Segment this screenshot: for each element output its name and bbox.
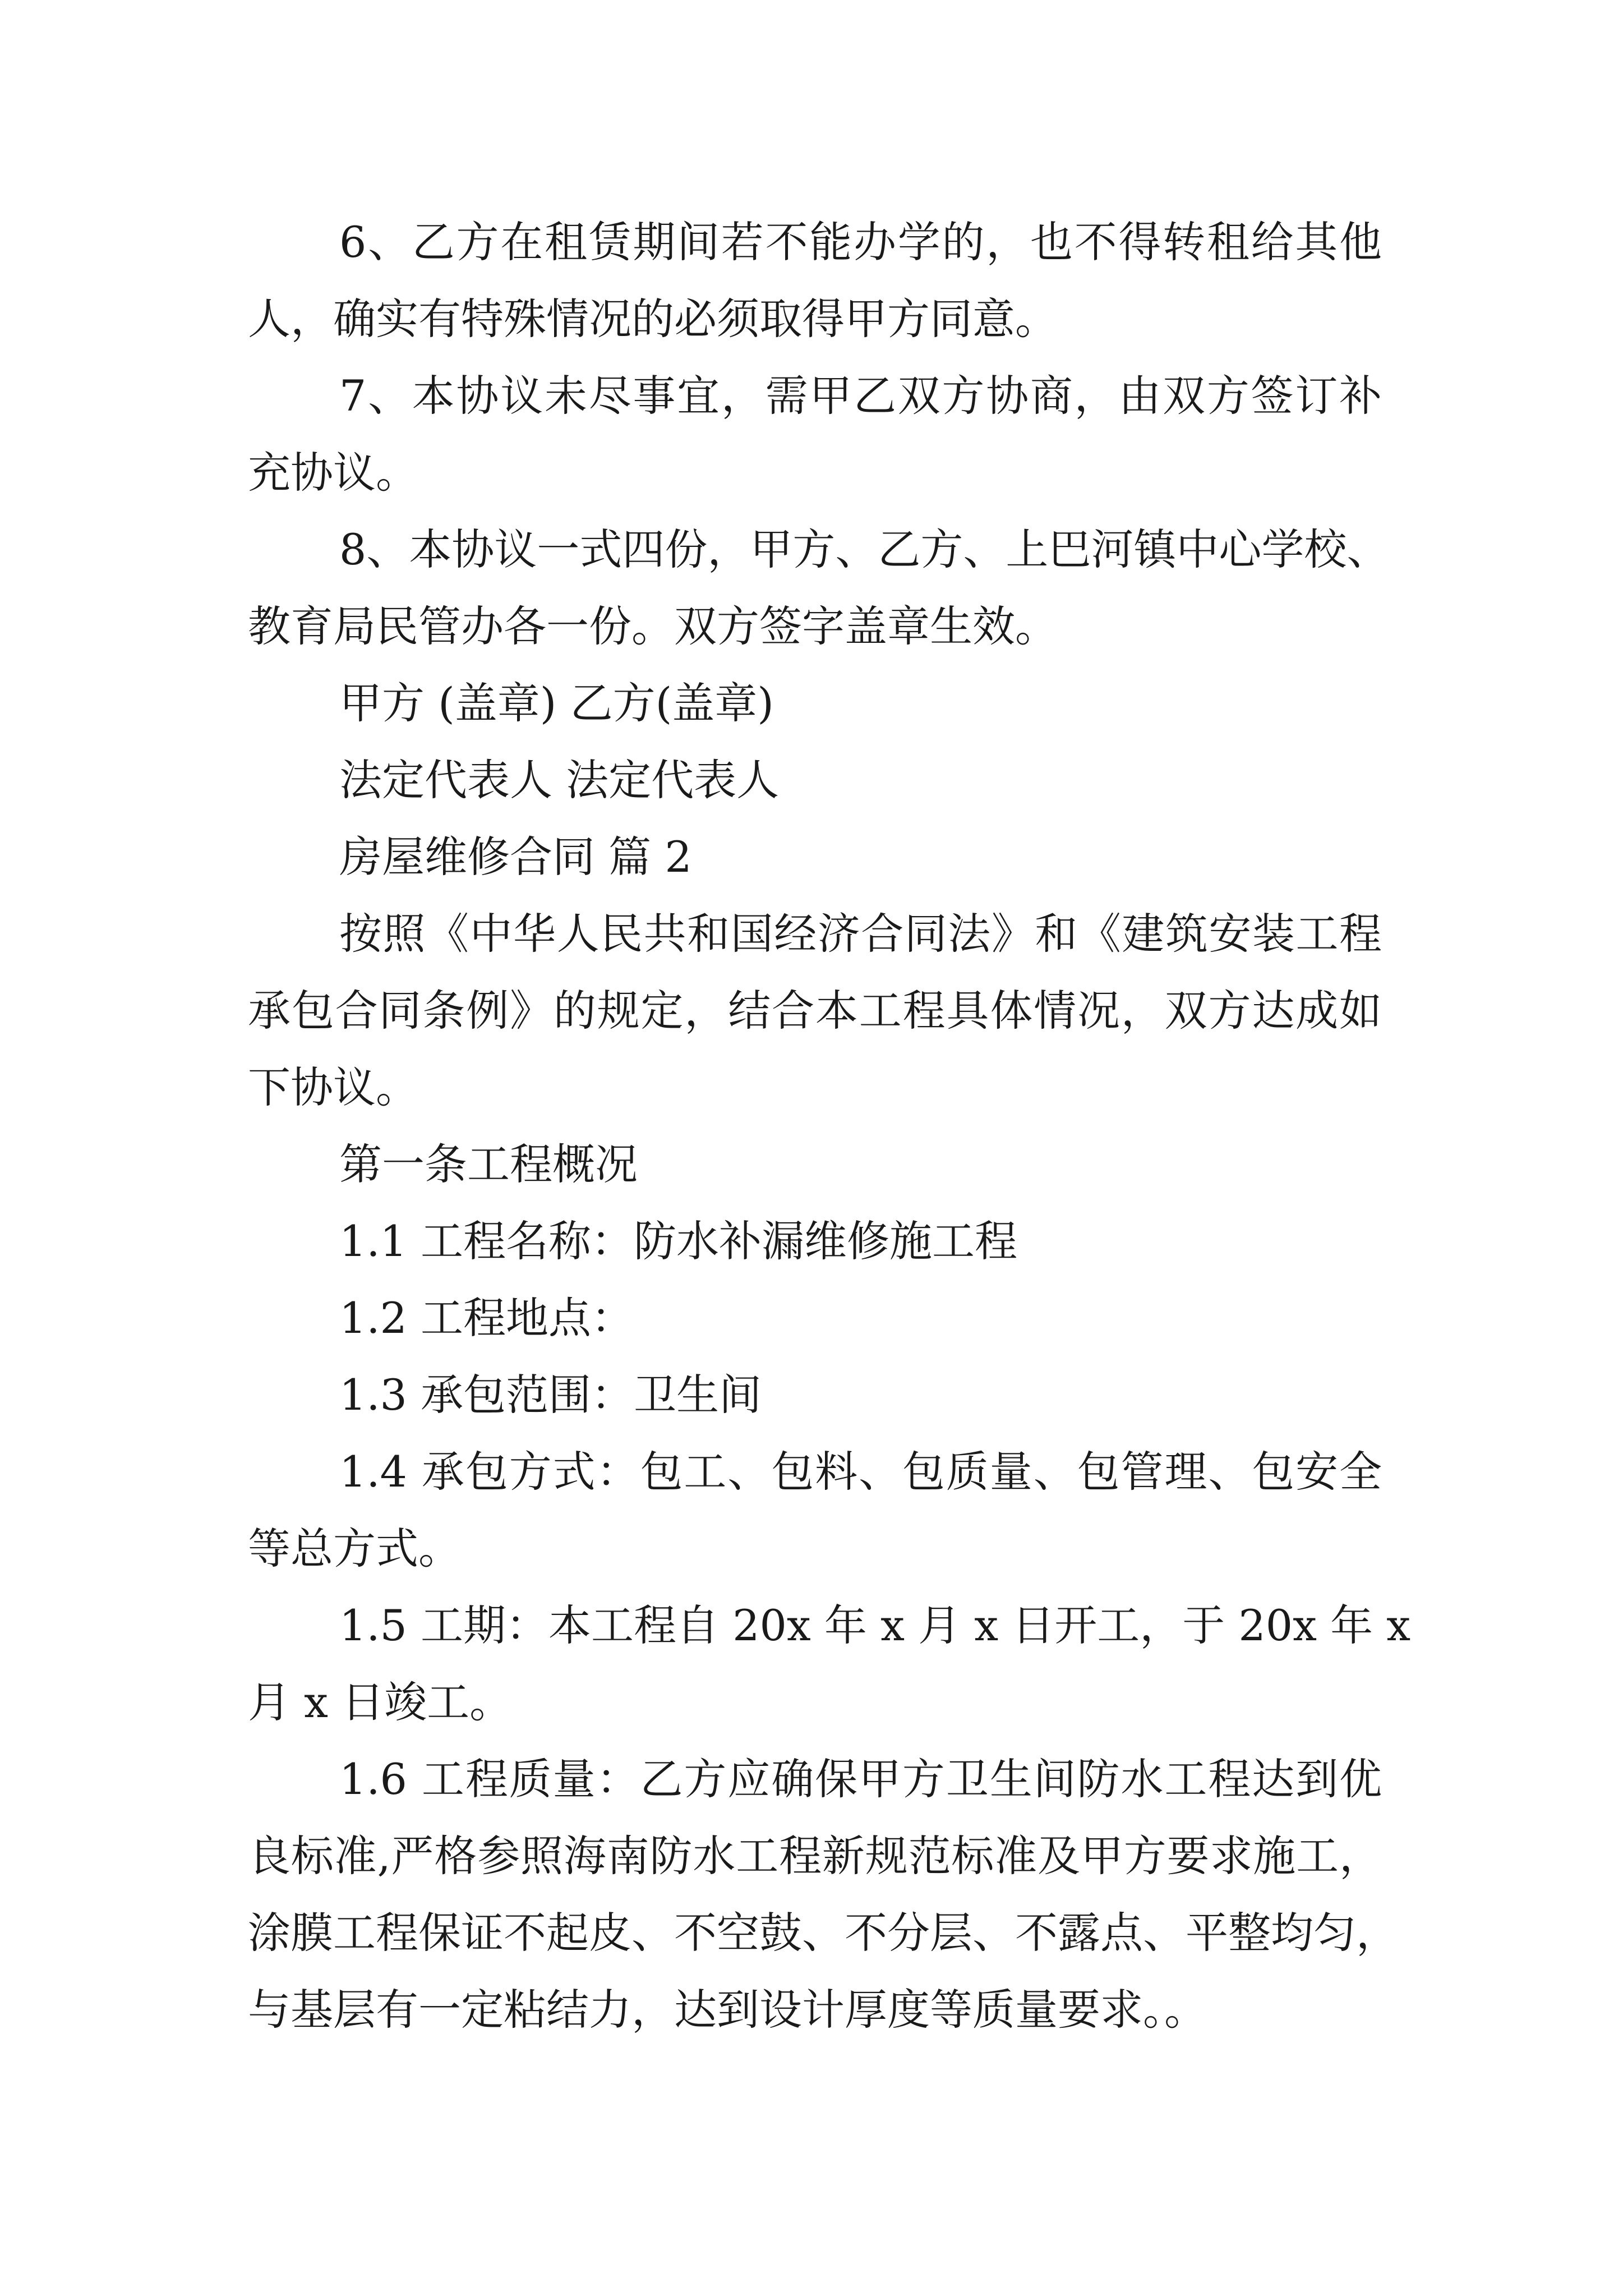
text-line: 甲方 (盖章) 乙方(盖章): [339, 678, 774, 728]
text-line: 教育局民管办各一份。双方签字盖章生效。: [248, 601, 1058, 651]
text-line: 1.6 工程质量：乙方应确保甲方卫生间防水工程达到优: [339, 1754, 1382, 1804]
text-line: 6、乙方在租赁期间若不能办学的，也不得转租给其他: [339, 217, 1382, 267]
text-line: 涂膜工程保证不起皮、不空鼓、不分层、不露点、平整均匀，: [248, 1908, 1399, 1958]
text-line: 1.2 工程地点：: [339, 1293, 634, 1343]
text-line: 按照《中华人民共和国经济合同法》和《建筑安装工程: [339, 909, 1382, 959]
text-line: 月 x 日竣工。: [248, 1677, 513, 1727]
text-line: 等总方式。: [248, 1524, 461, 1573]
text-line: 承包合同条例》的规定，结合本工程具体情况，双方达成如: [248, 986, 1382, 1036]
text-line: 充协议。: [248, 448, 418, 498]
text-line: 1.1 工程名称：防水补漏维修施工程: [339, 1216, 1018, 1266]
text-line: 下协议。: [248, 1062, 418, 1112]
text-line: 1.3 承包范围：卫生间: [339, 1370, 762, 1420]
text-line: 7、本协议未尽事宜，需甲乙双方协商，由双方签订补: [339, 371, 1382, 421]
text-line: 1.4 承包方式：包工、包料、包质量、包管理、包安全: [339, 1447, 1382, 1497]
text-line: 与基层有一定粘结力，达到设计厚度等质量要求。。: [248, 1985, 1207, 2035]
clause-heading: 第一条工程概况: [339, 1139, 638, 1189]
text-line: 1.5 工期：本工程自 20x 年 x 月 x 日开工，于 20x 年 x: [339, 1600, 1411, 1650]
text-line: 良标准,严格参照海南防水工程新规范标准及甲方要求施工，: [248, 1831, 1382, 1881]
text-line: 8、本协议一式四份，甲方、乙方、上巴河镇中心学校、: [339, 524, 1390, 574]
text-line: 法定代表人 法定代表人: [339, 755, 780, 805]
section-heading: 房屋维修合同 篇 2: [339, 832, 692, 882]
text-line: 人，确实有特殊情况的必须取得甲方同意。: [248, 294, 1058, 344]
